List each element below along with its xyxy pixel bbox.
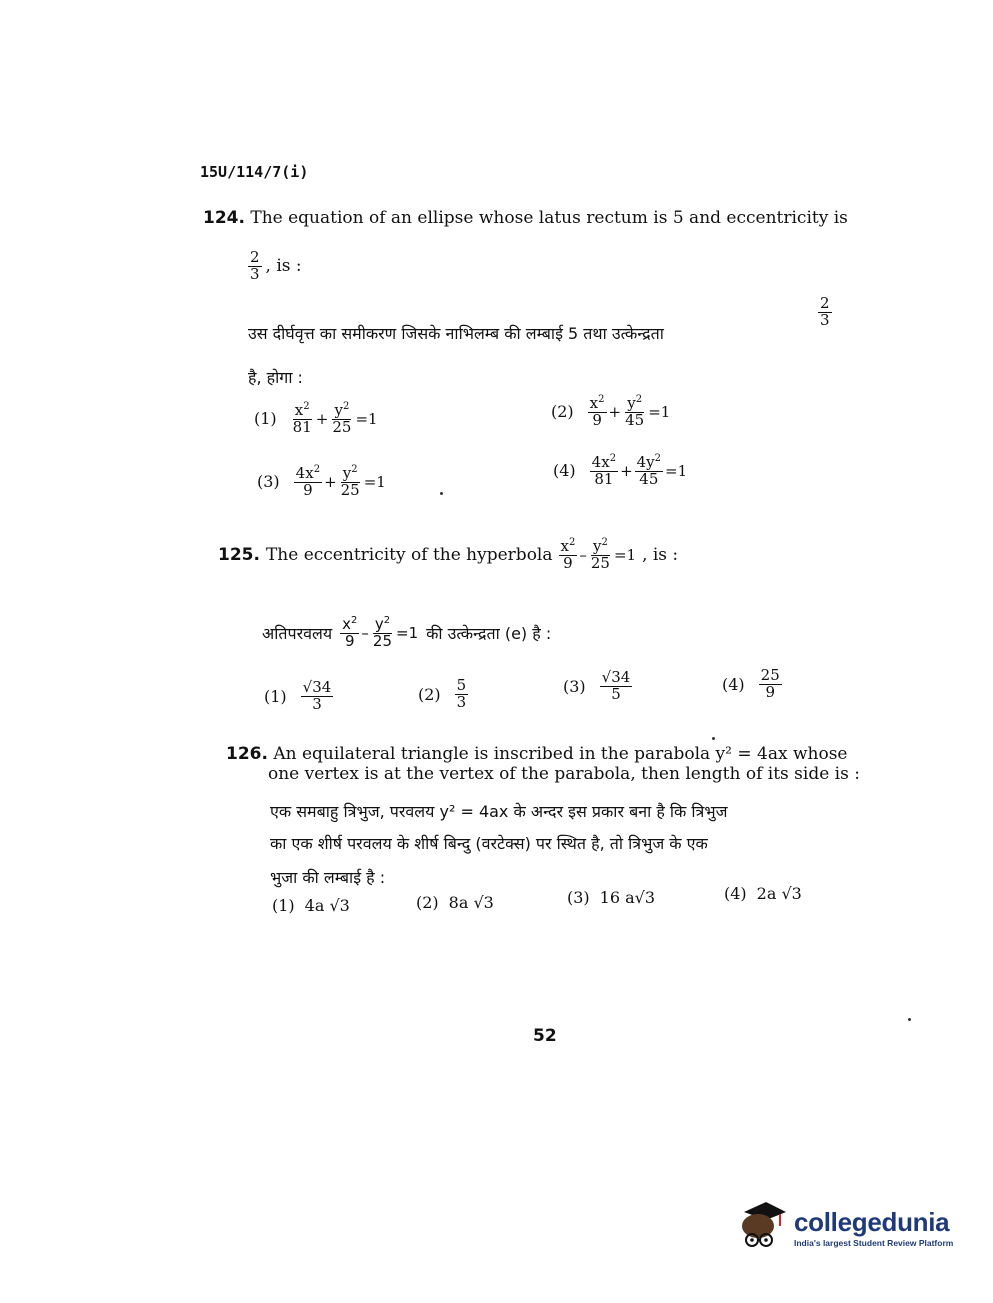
option-126-2[interactable]: (2) 8a √3 xyxy=(416,893,494,912)
question-124 xyxy=(203,208,848,228)
option-125-1[interactable]: (1) $\frac{√34}{3}$ xyxy=(264,678,332,713)
equation: $\frac{4x^2}{81}$ + $\frac{4y^2}{45}$ =1 xyxy=(591,453,688,488)
option-124-3[interactable]: (3) $\frac{4x^2}{9}$ + $\frac{y^2}{25}$ =1 xyxy=(257,464,386,499)
question-126-hindi-3: भुजा की लम्बाई है : xyxy=(270,868,386,887)
option-124-4[interactable]: (4) $\frac{4x^2}{81}$ + $\frac{4y^2}{45}$ =1 xyxy=(553,453,688,488)
fraction: $\frac{25}{9}$ xyxy=(760,666,780,701)
fraction: $\frac{2}{3}$ xyxy=(250,248,260,283)
question-126-line-2: one vertex is at the vertex of the parabola, then length of its side is : xyxy=(268,764,860,784)
question-125: 125. The eccentricity of the hyperbola $\frac{x^2}{9}$ – $\frac{y^2}{25}$ =1 , is : xyxy=(218,537,679,572)
scan-speck xyxy=(908,1018,911,1021)
page-number: 52 xyxy=(533,1026,557,1046)
option-125-2[interactable]: (2) $\frac{5}{3}$ xyxy=(418,676,467,711)
scan-speck xyxy=(440,492,443,495)
option-126-4[interactable]: (4) 2a √3 xyxy=(724,884,802,903)
option-124-2[interactable]: (2) $\frac{x^2}{9}$ + $\frac{y^2}{45}$ =1 xyxy=(551,394,671,429)
question-126-hindi-2: का एक शीर्ष परवलय के शीर्ष बिन्दु (वरटेक्स) पर स्थित है, तो त्रिभुज के एक xyxy=(270,834,708,853)
equation: $\frac{x^2}{81}$ + $\frac{y^2}{25}$ =1 xyxy=(292,401,378,436)
fraction: $\frac{√34}{3}$ xyxy=(302,678,332,713)
collegedunia-logo[interactable] xyxy=(736,1198,953,1256)
question-124-eccentricity: $\frac{2}{3}$ , is : xyxy=(250,248,302,283)
scan-speck xyxy=(712,737,715,740)
hyperbola-equation: $\frac{x^2}{9}$ – $\frac{y^2}{25}$ =1 xyxy=(560,537,637,572)
fraction: $\frac{√34}{5}$ xyxy=(601,668,631,703)
logo-tagline: India's largest Student Review Platform xyxy=(794,1237,954,1248)
question-125-hindi: अतिपरवलय $\frac{x^2}{9}$ – $\frac{y^2}{25}$ =1 की उत्केन्द्रता (e) है : xyxy=(262,615,552,650)
logo-text xyxy=(794,1207,953,1248)
equation: $\frac{4x^2}{9}$ + $\frac{y^2}{25}$ =1 xyxy=(295,464,386,499)
question-126 xyxy=(226,744,847,764)
option-126-3[interactable]: (3) 16 a√3 xyxy=(567,888,656,907)
hyperbola-equation: $\frac{x^2}{9}$ – $\frac{y^2}{25}$ =1 xyxy=(342,615,419,650)
question-text: The eccentricity of the hyperbola xyxy=(265,544,553,565)
fraction: $\frac{5}{3}$ xyxy=(456,676,467,711)
option-124-1[interactable]: (1) $\frac{x^2}{81}$ + $\frac{y^2}{25}$ =1 xyxy=(254,401,378,436)
question-number: 125. xyxy=(218,544,260,565)
logo-name: collegedunia xyxy=(794,1206,950,1237)
question-text: An equilateral triangle is inscribed in the parabola y² = 4ax whose xyxy=(273,744,848,764)
question-124-hindi: उस दीर्घवृत्त का समीकरण जिसके नाभिलम्ब की लम्बाई 5 तथा उत्केन्द्रता xyxy=(248,324,664,343)
option-126-1[interactable]: (1) 4a √3 xyxy=(272,896,350,915)
hindi-eccentricity-fraction: $\frac{2}{3}$ xyxy=(820,294,830,329)
question-text: The equation of an ellipse whose latus rectum is 5 and eccentricity is xyxy=(250,208,848,228)
paper-code: 15U/114/7(i) xyxy=(200,163,309,181)
mascot-icon xyxy=(736,1198,788,1256)
question-number: 126. xyxy=(226,744,268,764)
question-126-hindi-1: एक समबाहु त्रिभुज, परवलय y² = 4ax के अन्दर इस प्रकार बना है कि त्रिभुज xyxy=(270,802,728,821)
question-number: 124. xyxy=(203,208,245,228)
option-125-3[interactable]: (3) $\frac{√34}{5}$ xyxy=(563,668,631,703)
equation: $\frac{x^2}{9}$ + $\frac{y^2}{45}$ =1 xyxy=(589,394,671,429)
option-125-4[interactable]: (4) $\frac{25}{9}$ xyxy=(722,666,780,701)
question-124-hindi-2: है, होगा : xyxy=(248,368,303,387)
